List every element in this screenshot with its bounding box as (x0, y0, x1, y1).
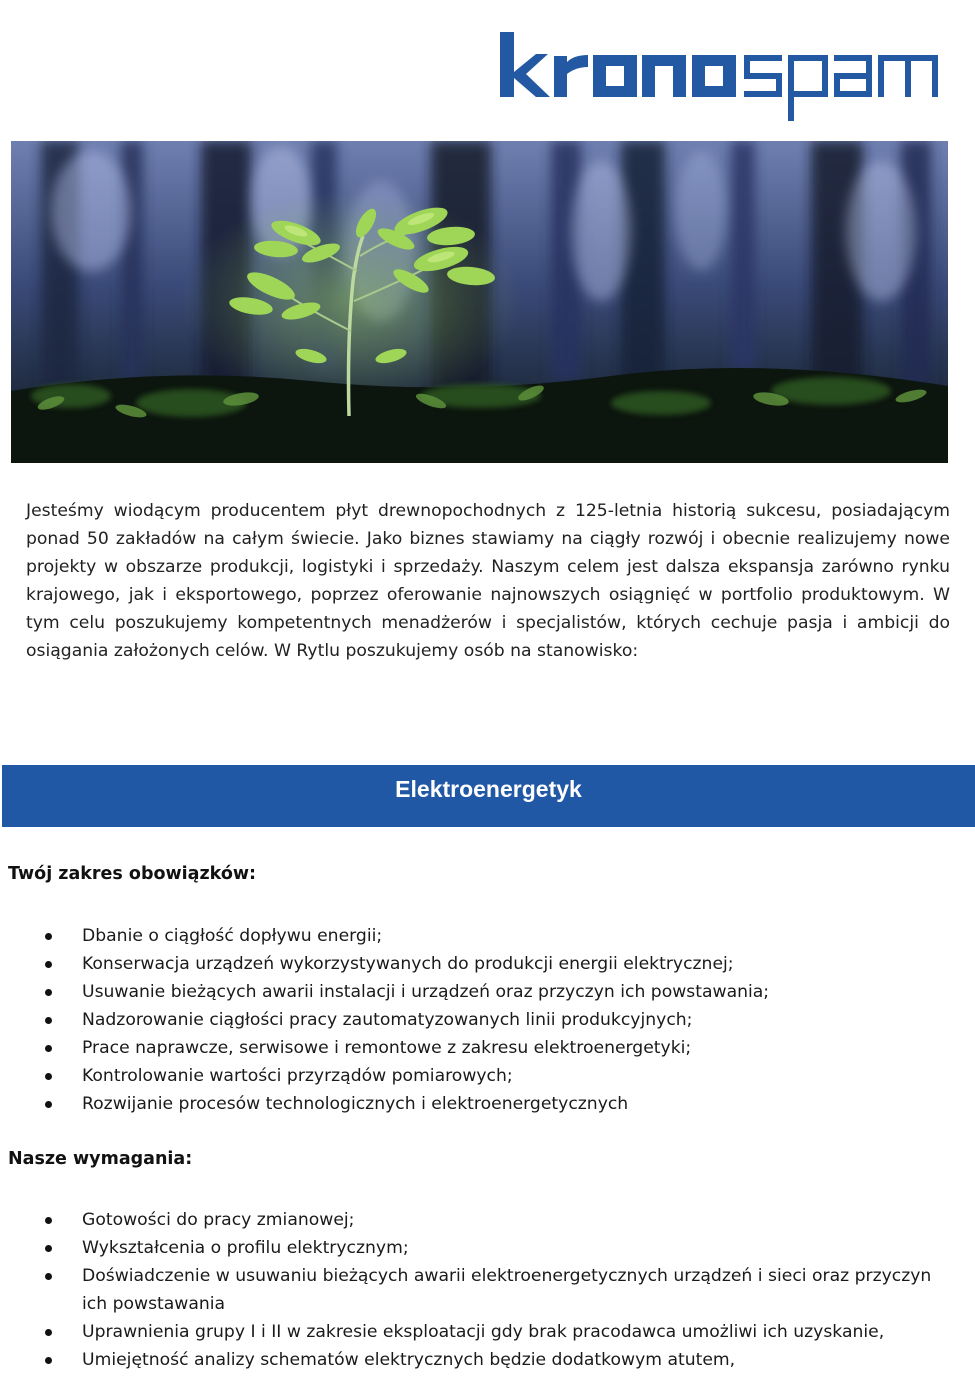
list-item: Gotowości do pracy zmianowej; (0, 1206, 960, 1234)
list-item: Doświadczenie w usuwaniu bieżących awarii elektroenergetycznych urządzeń i sieci oraz przyczyn ich powstawania (0, 1262, 960, 1318)
list-item: Wykształcenia o profilu elektrycznym; (0, 1234, 960, 1262)
job-title-banner (2, 765, 975, 827)
list-item: Nadzorowanie ciągłości pracy zautomatyzowanych linii produkcyjnych; (0, 1006, 960, 1034)
list-item: Umiejętność analizy schematów elektrycznych będzie dodatkowym atutem, (0, 1346, 960, 1374)
list-item: Rozwijanie procesów technologicznych i elektroenergetycznych (0, 1090, 960, 1118)
list-item: Uprawnienia grupy I i II w zakresie eksploatacji gdy brak pracodawca umożliwi ich uzyskanie, (0, 1318, 960, 1346)
hero-photo (11, 141, 948, 463)
duties-heading: Twój zakres obowiązków: (8, 864, 257, 884)
list-item: Dbanie o ciągłość dopływu energii; (0, 922, 960, 950)
seedling-in-forest-photo (11, 141, 948, 463)
list-item: Konserwacja urządzeń wykorzystywanych do produkcji energii elektrycznej; (0, 950, 960, 978)
company-intro-text: Jesteśmy wiodącym producentem płyt drewnopochodnych z 125-letnia historią sukcesu, posiadającym ponad 50 zakładów na całym świecie. Jako biznes stawiamy na ciągły rozwój i obecnie realizujemy nowe projekty w obszarze produkcji, logistyki i sprzedaży. Naszym celem jest dalsza ekspansja zarówno rynku krajowego, jak i eksportowego, poprzez oferowanie najnowszych osiągnięć w portfolio produktowym. W tym celu poszukujemy kompetentnych menadżerów i specjalistów, których cechuje pasja i ambicji do osiągania założonych celów. W Rytlu poszukujemy osób na stanowisko: (26, 501, 950, 661)
requirements-list (0, 1206, 960, 1374)
job-title: Elektroenergetyk (395, 775, 582, 802)
list-item: Usuwanie bieżących awarii instalacji i urządzeń oraz przyczyn ich powstawania; (0, 978, 960, 1006)
list-item: Kontrolowanie wartości przyrządów pomiarowych; (0, 1062, 960, 1090)
duties-list (0, 922, 960, 1118)
requirements-heading: Nasze wymagania: (8, 1149, 193, 1169)
kronospan-logo (496, 28, 942, 124)
list-item: Prace naprawcze, serwisowe i remontowe z zakresu elektroenergetyki; (0, 1034, 960, 1062)
